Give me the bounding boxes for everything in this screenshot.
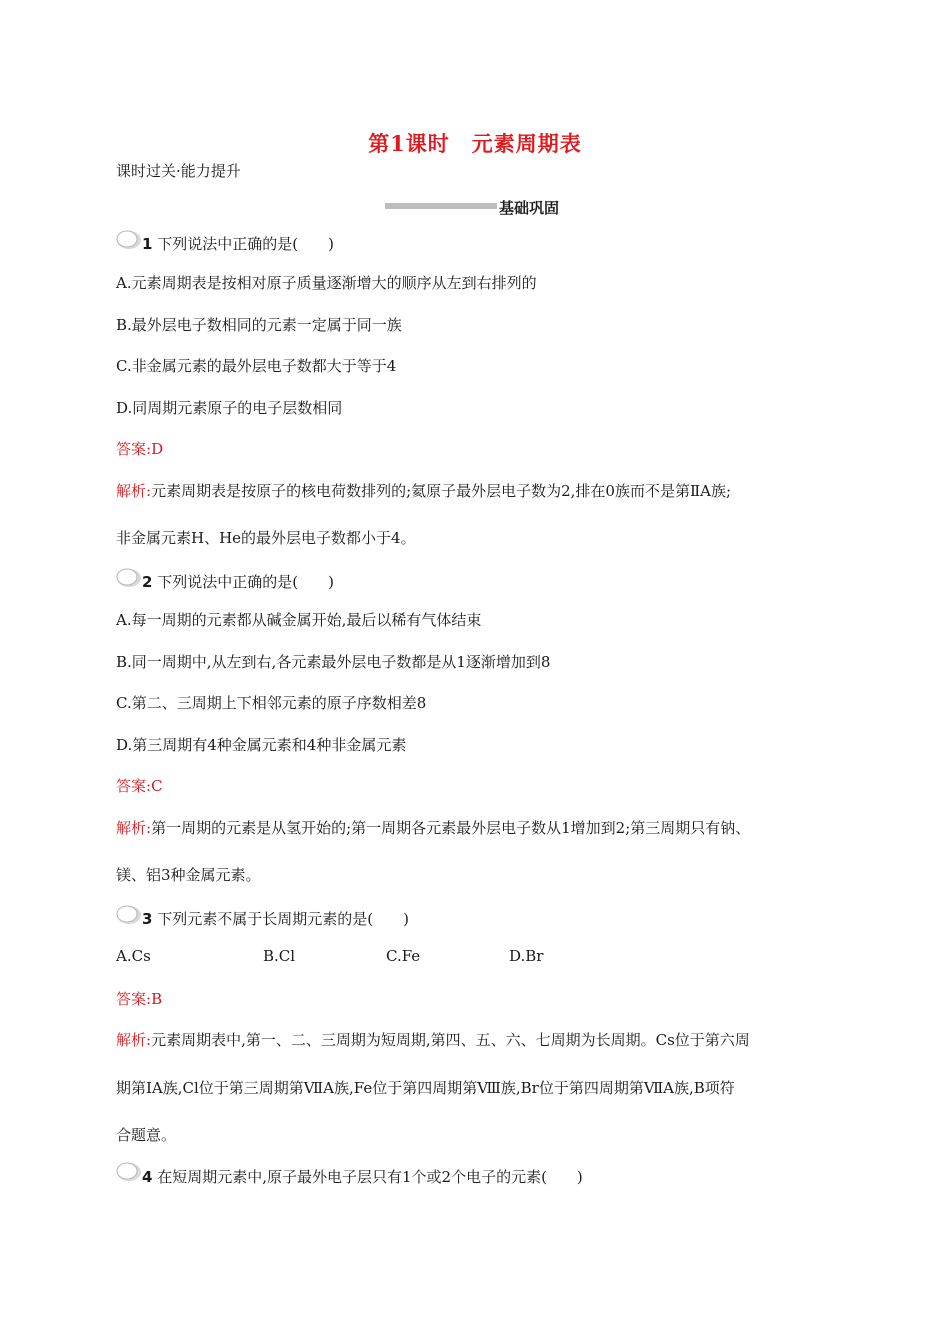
option-b: B.同一周期中,从左到右,各元素最外层电子数都是从1逐渐增加到8 [116, 653, 551, 671]
option-c: C.第二、三周期上下相邻元素的原子序数相差8 [116, 694, 427, 712]
answer-value: D [151, 440, 164, 458]
question-3 [142, 908, 409, 929]
question-number: 1 [142, 235, 153, 253]
answer-label: 答案: [116, 440, 152, 458]
page-title: 第1课时 元素周期表 [368, 131, 582, 156]
analysis-text: 镁、铝3种金属元素。 [116, 866, 261, 884]
question-stem: 下列说法中正确的是( ) [157, 235, 334, 253]
answer-label: 答案: [116, 777, 152, 795]
option-b: B.Cl [263, 947, 296, 965]
analysis-text: 非金属元素H、He的最外层电子数都小于4。 [116, 529, 416, 547]
question-stem: 下列说法中正确的是( ) [157, 573, 334, 591]
question-number: 2 [142, 573, 153, 591]
option-d: D.Br [509, 947, 544, 965]
question-stem: 在短周期元素中,原子最外电子层只有1个或2个电子的元素( ) [157, 1168, 583, 1186]
question-1 [142, 233, 334, 254]
option-b: B.最外层电子数相同的元素一定属于同一族 [116, 316, 402, 334]
analysis-text: 元素周期表中,第一、二、三周期为短周期,第四、五、六、七周期为长周期。Cs位于第六周 [151, 1031, 750, 1049]
option-d: D.同周期元素原子的电子层数相同 [116, 399, 343, 417]
option-c: C.Fe [386, 947, 421, 965]
analysis-line [116, 817, 750, 838]
analysis-line [116, 480, 731, 501]
answer-label: 答案: [116, 990, 152, 1008]
question-2 [142, 571, 334, 592]
section-heading: 基础巩固 [499, 199, 560, 217]
answer-line [116, 775, 163, 796]
question-number: 4 [142, 1168, 153, 1186]
page-subtitle: 课时过关·能力提升 [116, 162, 241, 180]
question-4 [142, 1166, 583, 1187]
analysis-text: 第一周期的元素是从氢开始的;第一周期各元素最外层电子数从1增加到2;第三周期只有钠、 [151, 819, 751, 837]
answer-value: C [151, 777, 163, 795]
analysis-text: 合题意。 [116, 1126, 177, 1144]
section-bar [385, 203, 497, 209]
analysis-label: 解析: [116, 482, 152, 500]
question-number: 3 [142, 910, 153, 928]
analysis-label: 解析: [116, 819, 152, 837]
answer-line [116, 988, 162, 1009]
analysis-label: 解析: [116, 1031, 152, 1049]
question-marker-icon [114, 229, 142, 251]
analysis-text: 元素周期表是按原子的核电荷数排列的;氦原子最外层电子数为2,排在0族而不是第ⅡA族; [151, 482, 732, 500]
question-stem: 下列元素不属于长周期元素的是( ) [157, 910, 409, 928]
question-marker-icon [114, 1161, 142, 1183]
option-a: A.每一周期的元素都从碱金属开始,最后以稀有气体结束 [116, 611, 482, 629]
option-d: D.第三周期有4种金属元素和4种非金属元素 [116, 736, 407, 754]
question-marker-icon [114, 904, 142, 926]
option-a: A.Cs [116, 947, 151, 965]
analysis-text: 期第ⅠA族,Cl位于第三周期第ⅦA族,Fe位于第四周期第Ⅷ族,Br位于第四周期第ⅦA族,B项符 [116, 1079, 735, 1097]
analysis-line [116, 1029, 750, 1050]
option-c: C.非金属元素的最外层电子数都大于等于4 [116, 357, 397, 375]
answer-line [116, 438, 163, 459]
question-marker-icon [114, 567, 142, 589]
answer-value: B [151, 990, 163, 1008]
option-a: A.元素周期表是按相对原子质量逐渐增大的顺序从左到右排列的 [116, 274, 537, 292]
